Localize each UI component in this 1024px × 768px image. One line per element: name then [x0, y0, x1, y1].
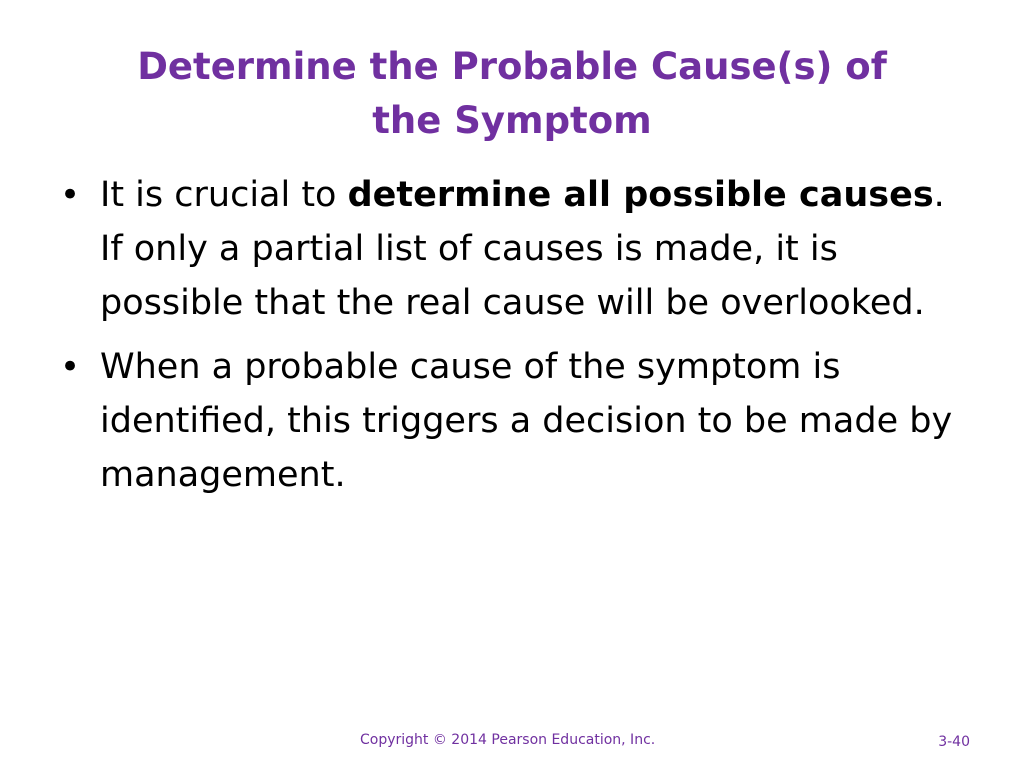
slide-title: Determine the Probable Cause(s) of the Symptom — [137, 45, 887, 142]
bullet-marker: • — [60, 347, 81, 387]
bullet-list — [60, 168, 970, 512]
bullet-marker: • — [60, 175, 81, 215]
bullet-text-start: It is crucial to — [100, 175, 348, 215]
bullet-item-1 — [60, 168, 970, 330]
bullet-text — [100, 347, 952, 495]
bullet-text-start: When a probable cause of the symptom is identified, this triggers a decision to be made by management. — [100, 347, 953, 495]
copyright-notice: Copyright © 2014 Pearson Education, Inc. — [360, 732, 656, 748]
bullet-item-2 — [60, 340, 970, 502]
bullet-text-end: . If only a partial list of causes is made, it is possible that the real cause will be overlooked. — [100, 175, 945, 323]
bullet-text-emphasis: determine all possible causes — [347, 175, 934, 215]
page-number: 3-40 — [938, 734, 970, 750]
bullet-text — [100, 175, 945, 323]
